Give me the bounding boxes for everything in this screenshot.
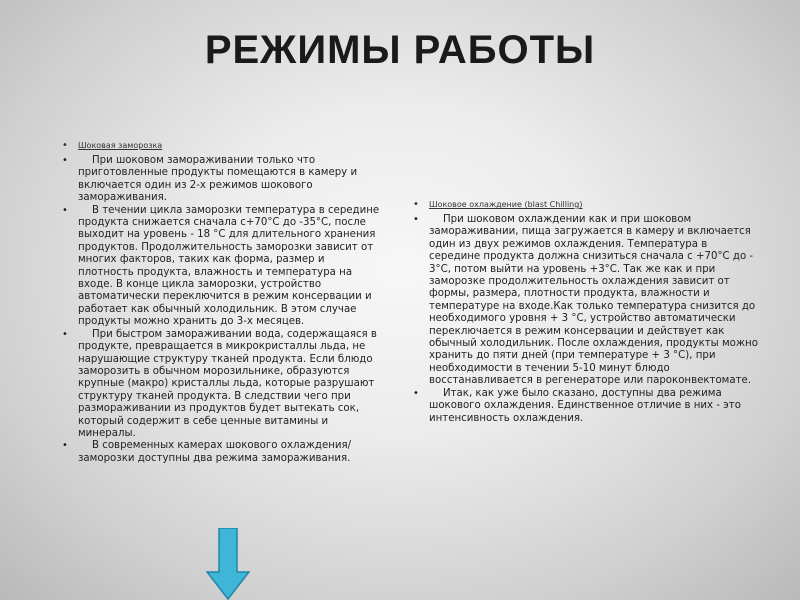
left-paragraph-text: В современных камерах шокового охлаждения/заморозки доступны два режима замораживания. bbox=[78, 440, 352, 464]
right-paragraph-text: Итак, как уже было сказано, доступны два режима шокового охлаждения. Единственное отличие в них - это интенсивность охлаждения. bbox=[429, 387, 741, 424]
right-paragraph-text: При шоковом охлаждении как и при шоковом замораживании, пища загружается в камеру и включается один из двух режимов охлаждения. Температура в середине продукта должна снизиться сначала с +70°С до - 3°С, потом выйти на уровень +3°С. Так же как и при заморозке продолжительность охлаждения зависит от формы, размера, плотности продукта, влажности и температуре на входе.Как только температура снизится до необходимого уровня + 3 °С, устройство автоматически переключается в режим консервации и действует как обычный холодильник. После охлаждения, продукты можно хранить до пяти дней (при температуре + 3 °С), при необходимости в течении 5-10 минут блюдо восстанавливается в регенераторе или пароконвектомате. bbox=[429, 214, 758, 387]
right-column bbox=[413, 199, 758, 425]
left-paragraph-text: В течении цикла заморозки температура в середине продукта снижается сначала с+70°С до -35°С, после выходит на уровень - 18 °С для длительного хранения продуктов. Продолжительность заморозки зависит от многих факторов, таких как форма, размер и плотность продукта, влажность и температура на входе. В конце цикла заморозки, устройство автоматически переключится в режим консервации и работает как обычный холодильник. В этом случае продукты можно хранить до 3-х месяцев. bbox=[78, 204, 380, 328]
bullet-icon: • bbox=[413, 387, 419, 399]
left-paragraph bbox=[62, 205, 382, 329]
left-paragraph-text: При быстром замораживании вода, содержащаяся в продукте, превращается в микрокристаллы льда, не нарушающие структуру тканей продукта. Если блюдо заморозить в обычном морозильнике, образуются крупные (макро) кристаллы льда, которые разрушают структуру тканей продукта. В следствии чего при размораживании из продуктов будет вытекать сок, который содержит в себе ценные витамины и минералы. bbox=[78, 328, 377, 439]
bullet-icon: • bbox=[413, 199, 419, 210]
left-paragraph bbox=[62, 155, 382, 205]
bullet-icon: • bbox=[62, 204, 68, 216]
left-paragraph bbox=[62, 329, 382, 441]
bullet-icon: • bbox=[62, 140, 68, 151]
down-arrow-icon bbox=[206, 528, 250, 600]
bullet-icon: • bbox=[62, 440, 68, 452]
right-heading-text: Шоковое охлаждение (blast Chilling) bbox=[429, 200, 583, 209]
left-heading bbox=[62, 140, 382, 151]
left-heading-text: Шоковая заморозка bbox=[78, 141, 163, 150]
left-paragraph bbox=[62, 440, 382, 465]
right-paragraph bbox=[413, 214, 758, 388]
right-paragraph bbox=[413, 388, 758, 425]
bullet-icon: • bbox=[62, 155, 68, 166]
slide-title: РЕЖИМЫ РАБОТЫ bbox=[204, 28, 596, 72]
bullet-icon: • bbox=[413, 214, 419, 225]
left-paragraph-text: При шоковом замораживании только что приготовленные продукты помещаются в камеру и включается один из 2-х режимов шокового замораживания. bbox=[78, 155, 358, 204]
left-column bbox=[62, 140, 382, 465]
right-heading bbox=[413, 199, 758, 210]
bullet-icon: • bbox=[62, 328, 68, 340]
